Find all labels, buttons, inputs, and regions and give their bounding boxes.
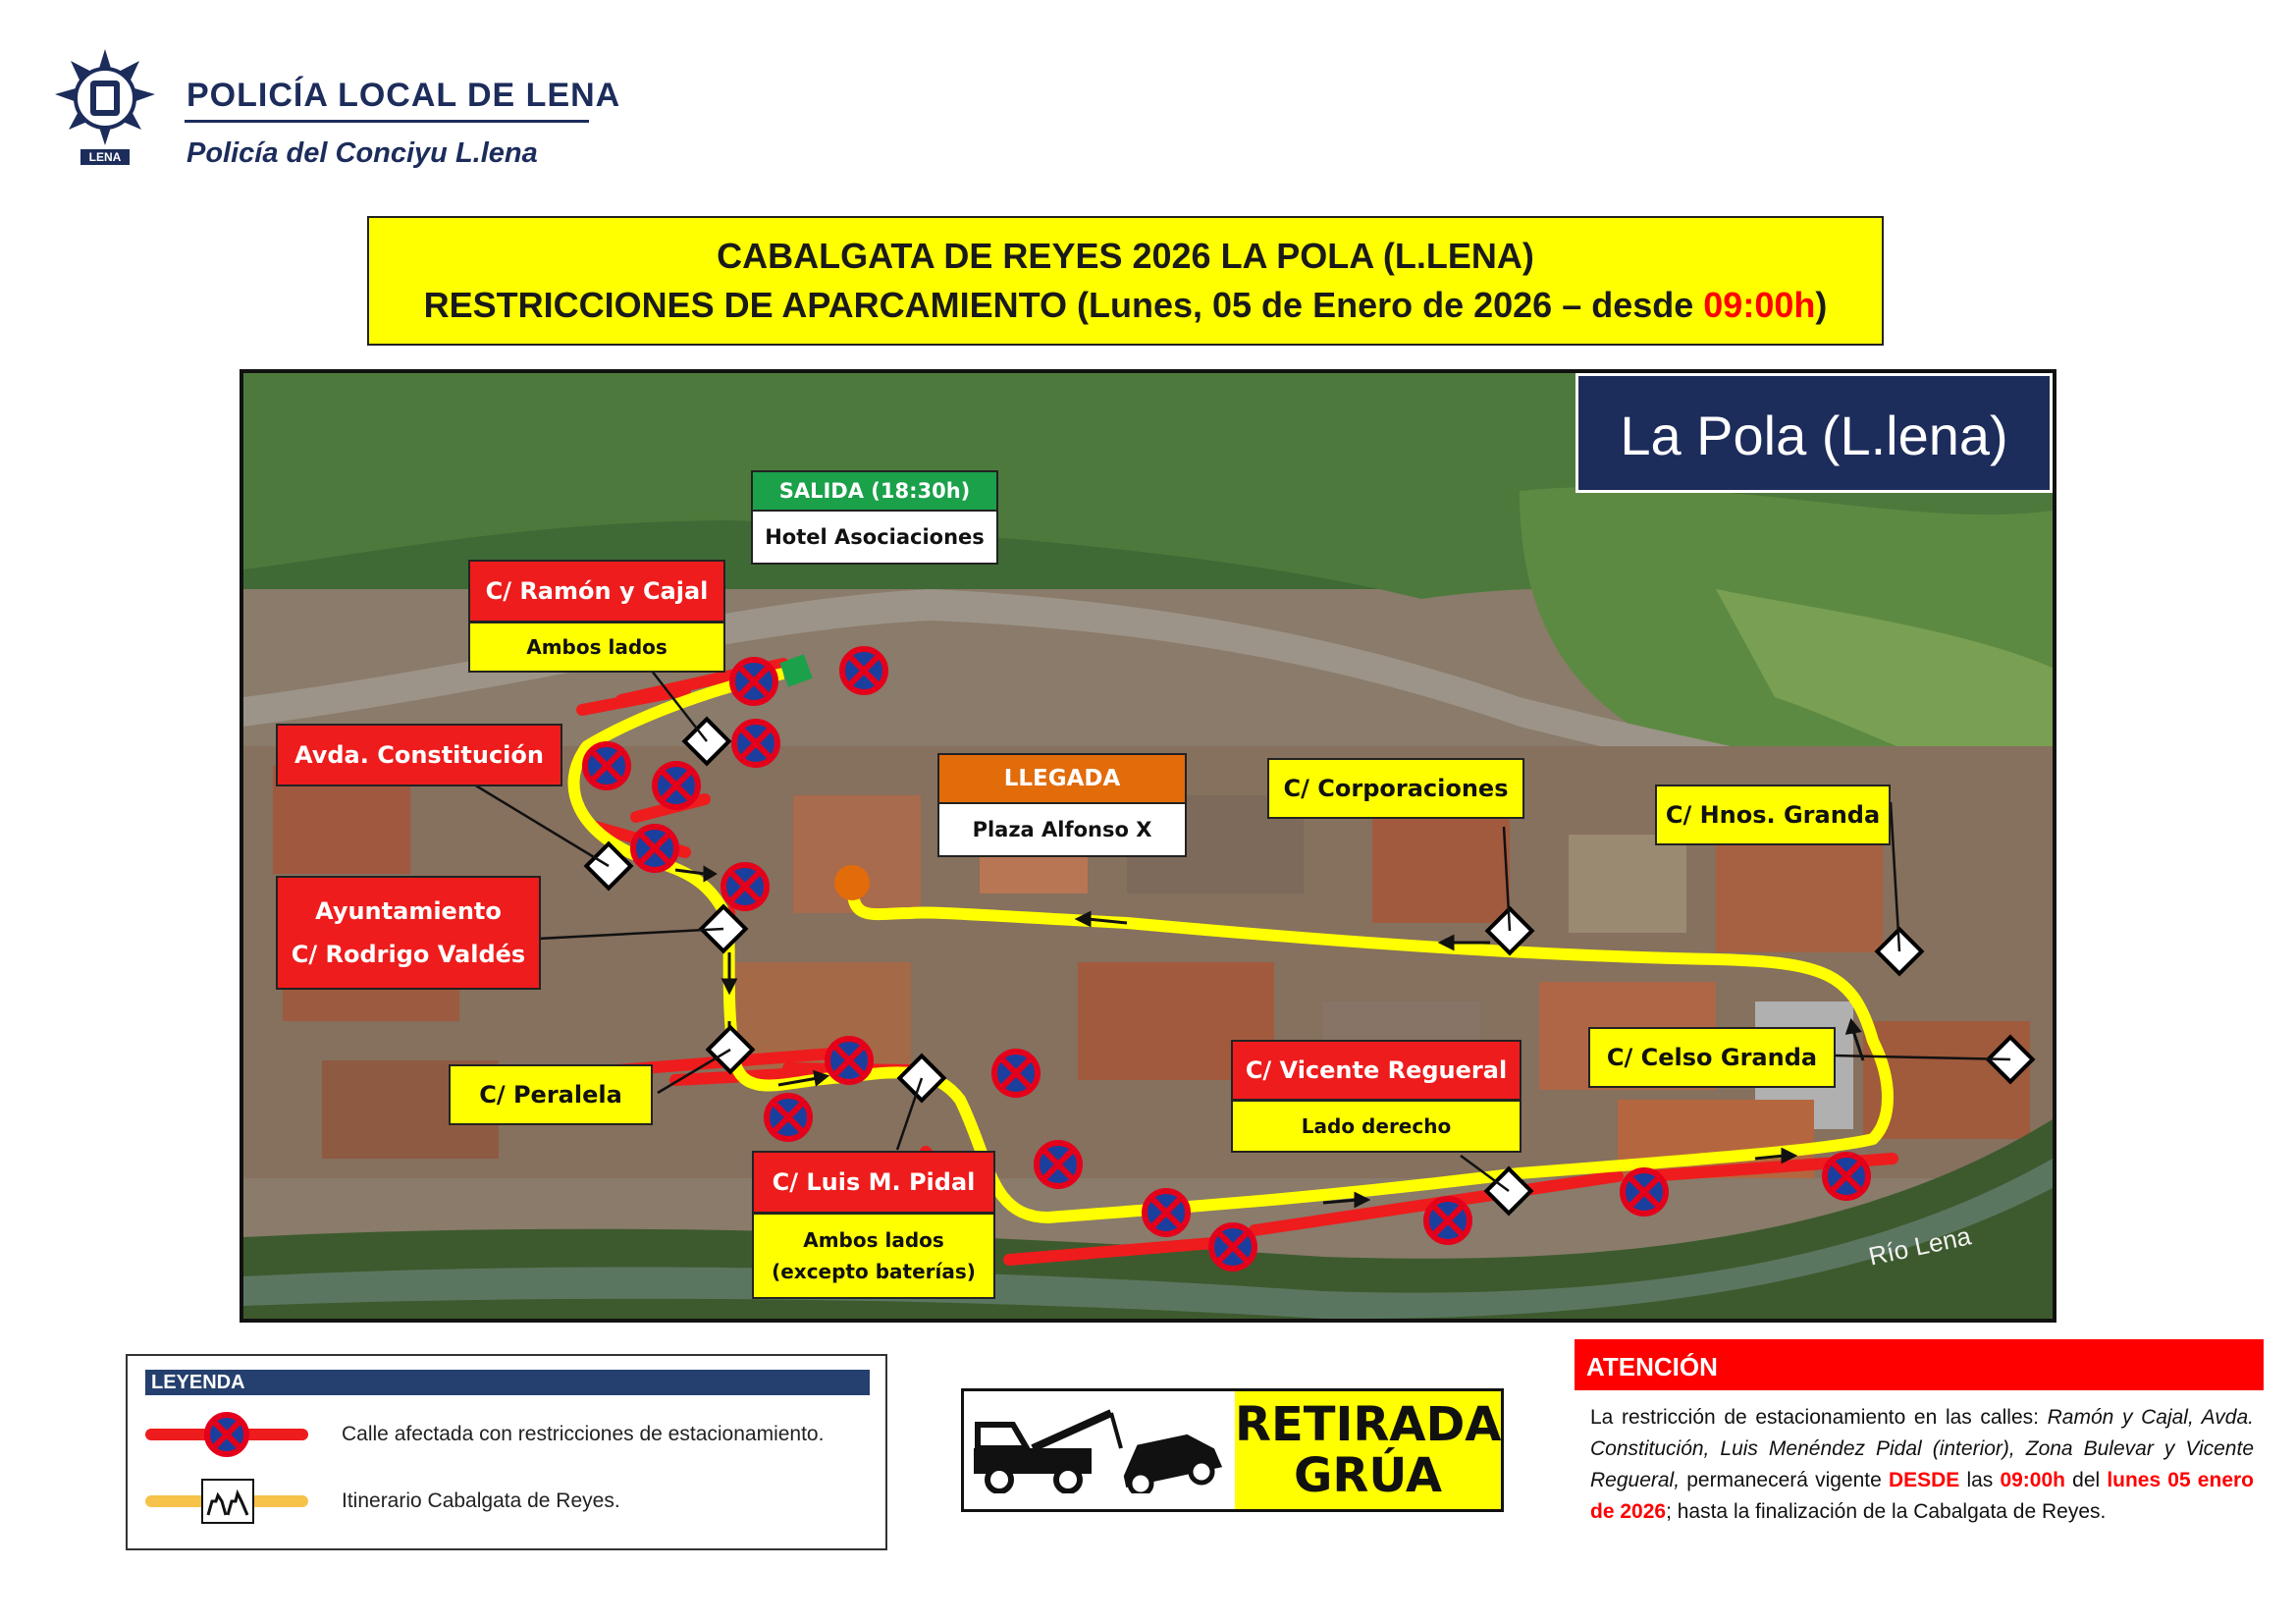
- att-text-1: La restricción de estacionamiento en las calles:: [1590, 1406, 2048, 1429]
- org-subtitle: Policía del Conciyu L.lena: [187, 137, 538, 169]
- avda-constitucion-label: Avda. Constitución: [276, 724, 562, 786]
- celso-granda-label: C/ Celso Granda: [1588, 1027, 1836, 1088]
- title-line-2-suffix: ): [1815, 285, 1828, 325]
- vicente-regueral-label: C/ Vicente Regueral: [1231, 1040, 1522, 1101]
- tow-line-1: RETIRADA: [1235, 1397, 1502, 1452]
- att-text-5: ; hasta la finalización de la Cabalgata de Reyes.: [1666, 1500, 2107, 1523]
- att-text-4: del: [2065, 1469, 2108, 1491]
- attention-heading: ATENCIÓN: [1575, 1339, 2264, 1390]
- header-divider: [185, 120, 589, 123]
- att-text-3: las: [1959, 1469, 2001, 1491]
- route-map: [240, 369, 2056, 1323]
- legend-item-route: Itinerario Cabalgata de Reyes.: [342, 1489, 620, 1512]
- ayuntamiento-line-2: C/ Rodrigo Valdés: [291, 941, 526, 968]
- start-label: SALIDA (18:30h): [751, 470, 998, 512]
- att-desde: DESDE: [1888, 1469, 1960, 1491]
- att-time: 09:00h: [2000, 1469, 2065, 1491]
- tow-warning: [961, 1388, 1504, 1512]
- legend-symbols: [145, 1407, 312, 1525]
- peralela-label: C/ Peralela: [449, 1064, 653, 1125]
- vicente-regueral-note: Lado derecho: [1231, 1100, 1522, 1153]
- attention-body: [1590, 1402, 2254, 1528]
- title-line-2-prefix: RESTRICCIONES DE APARCAMIENTO (Lunes, 05 de Enero de 2026 – desde: [423, 285, 1704, 325]
- att-date: lunes 05 enero de 2026: [1590, 1469, 2254, 1523]
- legend-item-restriction: Calle afectada con restricciones de estacionamiento.: [342, 1423, 825, 1445]
- org-title: POLICÍA LOCAL DE LENA: [187, 77, 621, 114]
- finish-place: Plaza Alfonso X: [937, 802, 1187, 857]
- hnos-granda-label: C/ Hnos. Granda: [1655, 785, 1891, 845]
- title-time: 09:00h: [1703, 285, 1816, 325]
- river-label: Río Lena: [1865, 1220, 1974, 1272]
- logo-text: LENA: [88, 150, 122, 164]
- title-banner: [367, 216, 1884, 346]
- police-star-icon: [51, 47, 159, 196]
- finish-marker: [834, 865, 870, 900]
- finish-label: LLEGADA: [937, 753, 1187, 804]
- title-line-1: CABALGATA DE REYES 2026 LA POLA (L.LENA): [717, 236, 1534, 276]
- title-line-2: [369, 285, 1882, 326]
- ramon-y-cajal-label: C/ Ramón y Cajal: [468, 560, 725, 623]
- police-logo: [51, 47, 159, 196]
- luis-m-pidal-note-2: (excepto baterías): [772, 1260, 976, 1283]
- luis-m-pidal-label: C/ Luis M. Pidal: [752, 1151, 995, 1214]
- ramon-y-cajal-note: Ambos lados: [468, 622, 725, 673]
- legend: [126, 1354, 887, 1550]
- tow-text: [1235, 1391, 1501, 1509]
- ayuntamiento-label: [276, 876, 541, 990]
- legend-heading: LEYENDA: [145, 1370, 870, 1395]
- start-place: Hotel Asociaciones: [751, 510, 998, 565]
- tow-truck-icon: [974, 1409, 1225, 1493]
- tow-line-2: GRÚA: [1293, 1448, 1442, 1503]
- ayuntamiento-line-1: Ayuntamiento: [315, 897, 502, 925]
- town-label: La Pola (L.lena): [1575, 373, 2053, 493]
- luis-m-pidal-note-1: Ambos lados: [803, 1228, 944, 1252]
- att-streets: Ramón y Cajal, Avda. Constitución, Luis Menéndez Pidal (interior), Zona Bulevar y Vicente Regueral,: [1590, 1406, 2255, 1491]
- luis-m-pidal-note: [752, 1213, 995, 1299]
- att-text-2: permanecerá vigente: [1680, 1469, 1889, 1491]
- corporaciones-label: C/ Corporaciones: [1267, 758, 1524, 819]
